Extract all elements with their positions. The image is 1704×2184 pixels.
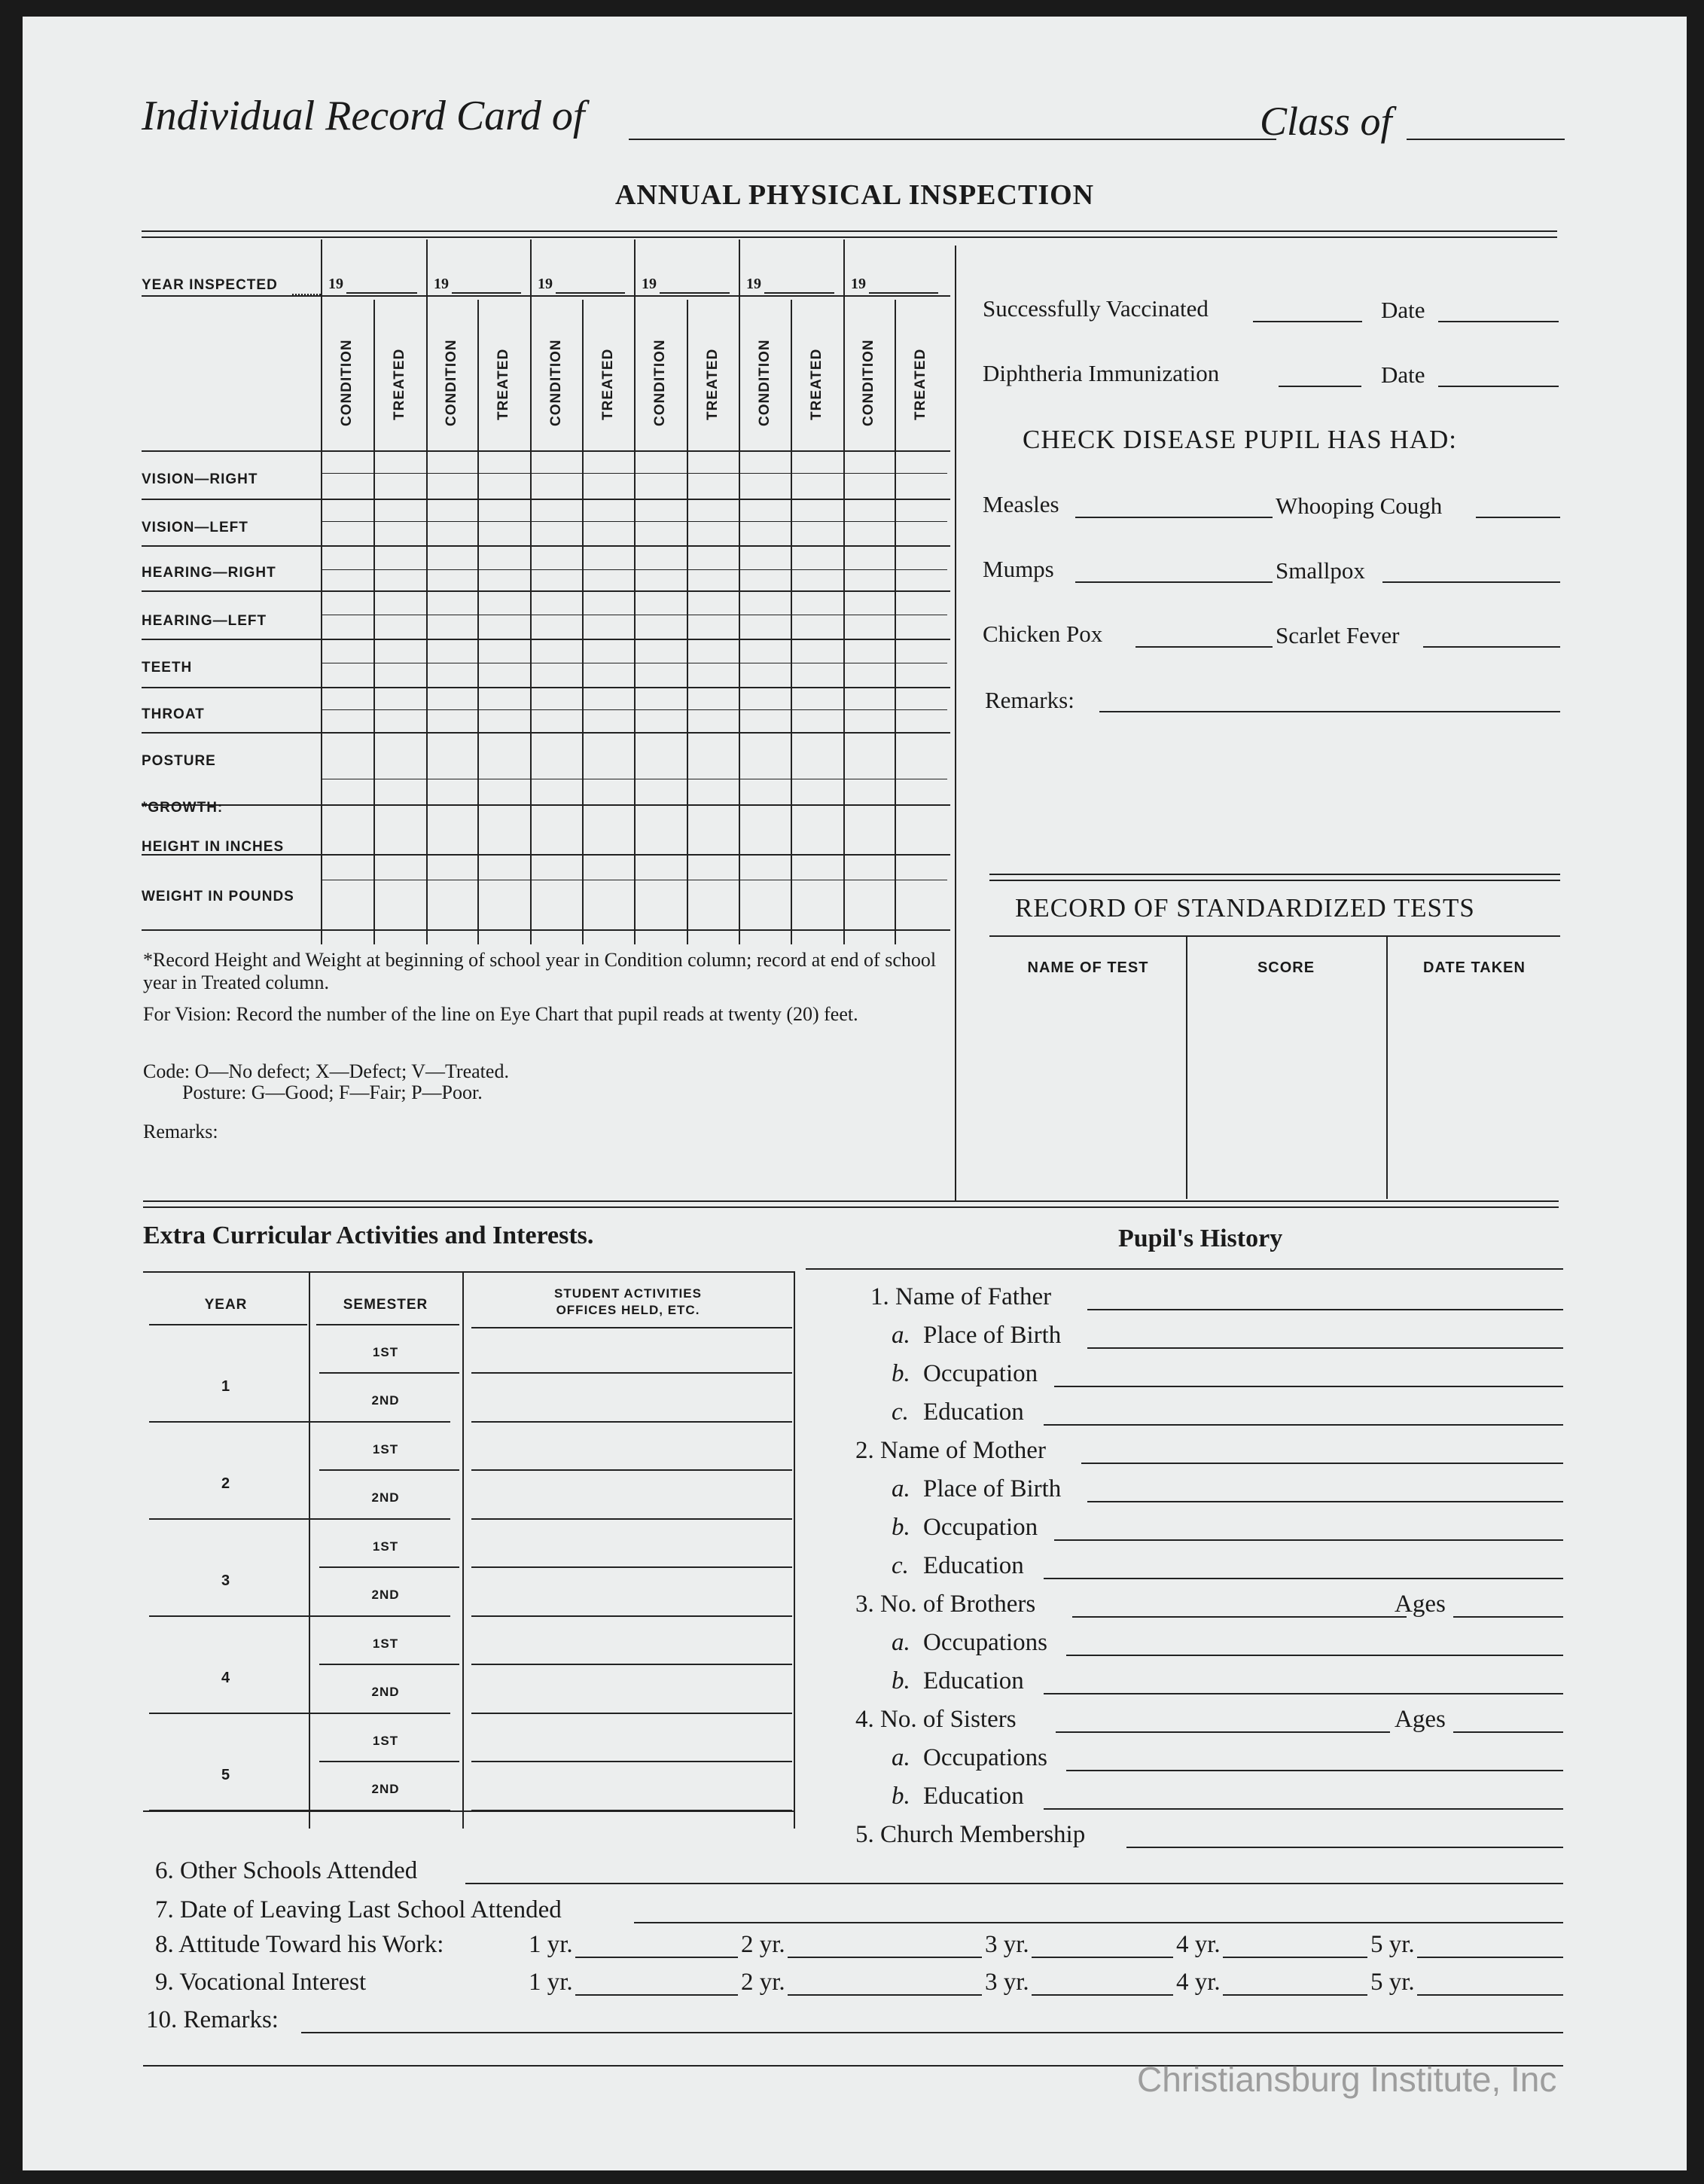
history-entry-line[interactable] [1087,1501,1563,1502]
mumps-label: Mumps [983,556,1054,582]
history-entry-line[interactable] [1087,1347,1563,1349]
condition-header: CONDITION [339,339,355,426]
code-note: Code: O—No defect; X—Defect; V—Treated. [143,1060,509,1082]
treated-header: TREATED [495,348,511,420]
history-entry-line[interactable] [1081,1463,1563,1464]
vaccinated-date-label: Date [1381,297,1425,323]
activity-entry-line[interactable] [471,1421,792,1423]
final-remarks-label: 10. Remarks: [146,2006,279,2033]
health-remarks-label: Remarks: [985,687,1075,713]
ages-entry-line[interactable] [1453,1731,1563,1733]
history-entry-line[interactable] [1044,1424,1563,1426]
activity-entry-line[interactable] [471,1469,792,1471]
diphtheria-label: Diphtheria Immunization [983,360,1220,386]
activity-entry-line[interactable] [471,1372,792,1374]
test-name-header: NAME OF TEST [1027,959,1149,976]
activity-entry-line[interactable] [471,1810,792,1811]
remarks-label: Remarks: [143,1121,218,1142]
history-item-label: Education [923,1399,1024,1426]
whooping-label: Whooping Cough [1276,493,1443,519]
condition-header: CONDITION [444,339,459,426]
year-input-line[interactable] [869,292,938,294]
history-sub-letter: a. [892,1475,910,1502]
history-entry-line[interactable] [1056,1731,1390,1733]
history-item-label: Occupation [923,1514,1038,1541]
treated-header: TREATED [809,348,825,420]
semester-1st: 1ST [372,1539,399,1554]
history-item-label: 5. Church Membership [855,1821,1086,1848]
history-item-label: Place of Birth [923,1475,1062,1502]
scarlet-line[interactable] [1423,646,1560,648]
ages-label: Ages [1395,1591,1446,1618]
history-sub-letter: a. [892,1744,910,1771]
measles-line[interactable] [1075,517,1273,518]
cell-divider [321,473,947,474]
year-number: 3 [221,1572,231,1589]
semester-header: SEMESTER [343,1297,428,1313]
rule [142,545,950,547]
test-score-header: SCORE [1257,959,1315,976]
year-entry-line[interactable] [1223,1957,1367,1958]
history-sub-letter: b. [892,1667,910,1694]
inspection-row-label: HEARING—RIGHT [142,565,276,581]
rule [530,239,532,944]
class-line[interactable] [1407,139,1565,140]
history-heading: Pupil's History [1118,1225,1283,1252]
year-input-line[interactable] [452,292,521,294]
vision-note: For Vision: Record the number of the line on Eye Chart that pupil reads at twenty (20) feet. [143,1003,858,1025]
year-inspected-label: YEAR INSPECTED [142,277,278,293]
year-entry-line[interactable] [1417,1957,1563,1958]
year-2-label: 2 yr. [741,1931,785,1958]
rule [794,1271,795,1829]
year-19-label: 19 [642,276,657,292]
history-item-label: Occupations [923,1744,1047,1771]
history-entry-line[interactable] [1066,1770,1563,1771]
year-5-label: 5 yr. [1370,1969,1415,1996]
rule [426,239,428,944]
year-number: 1 [221,1378,231,1395]
history-item-label: 3. No. of Brothers [855,1591,1036,1618]
rule [319,1761,459,1762]
vaccinated-date-line[interactable] [1438,321,1559,322]
growth-note: *Record Height and Weight at beginning of school year in Condition column; record at end of school year in Treated column. [143,949,937,993]
history-item-label: 4. No. of Sisters [855,1706,1017,1733]
class-label: Class of [1260,99,1392,144]
history-item-label: Occupation [923,1360,1038,1387]
semester-1st: 1ST [372,1345,399,1359]
rule [149,1615,450,1617]
history-entry-line[interactable] [1054,1386,1563,1387]
rule [895,300,896,944]
treated-header: TREATED [704,348,721,420]
year-header: YEAR [204,1297,248,1313]
rule [142,639,950,640]
treated-header: TREATED [599,348,616,420]
inspection-row-label: VISION—LEFT [142,520,248,535]
year-19-label: 19 [746,276,761,292]
diphtheria-date-line[interactable] [1438,386,1559,387]
tests-heading: RECORD OF STANDARDIZED TESTS [1015,893,1475,923]
condition-header: CONDITION [652,339,668,426]
year-entry-line[interactable] [575,1994,738,1996]
year-number: 2 [221,1475,231,1492]
ages-label: Ages [1395,1706,1446,1733]
scarlet-label: Scarlet Fever [1276,622,1400,648]
inspection-row-label: VISION—RIGHT [142,471,258,487]
history-entry-line[interactable] [1044,1693,1563,1694]
year-4-label: 4 yr. [1176,1969,1221,1996]
year-entry-line[interactable] [1223,1994,1367,1996]
year-entry-line[interactable] [575,1957,738,1958]
rule [142,590,950,592]
history-item-label: Education [923,1783,1024,1810]
year-input-line[interactable] [346,292,417,294]
rule [582,300,584,944]
year-3-label: 3 yr. [985,1931,1029,1958]
test-date-header: DATE TAKEN [1423,959,1526,976]
history-item-label: Occupations [923,1629,1047,1656]
history-item-label: Place of Birth [923,1322,1062,1349]
rule [319,1566,459,1568]
final-remarks-line[interactable] [301,2032,1563,2033]
history-entry-line[interactable] [1087,1309,1563,1310]
year-entry-line[interactable] [1032,1994,1173,1996]
rule [142,450,950,452]
date-leaving-line[interactable] [634,1922,1563,1923]
rule [142,687,950,688]
year-input-line[interactable] [556,292,625,294]
activity-entry-line[interactable] [471,1761,792,1762]
semester-1st: 1ST [372,1734,399,1748]
vocational-label: 9. Vocational Interest [155,1969,367,1996]
chickenpox-line[interactable] [1135,646,1273,648]
semester-1st: 1ST [372,1636,399,1651]
smallpox-line[interactable] [1382,581,1560,583]
cell-divider [321,569,947,570]
year-4-label: 4 yr. [1176,1931,1221,1958]
history-sub-letter: c. [892,1399,909,1426]
year-19-label: 19 [434,276,449,292]
disease-heading: CHECK DISEASE PUPIL HAS HAD: [1023,425,1458,454]
watermark: Christiansburg Institute, Inc [1137,2060,1557,2099]
chickenpox-label: Chicken Pox [983,621,1103,647]
posture-note: Posture: G—Good; F—Fair; P—Poor. [182,1081,483,1103]
year-entry-line[interactable] [1417,1994,1563,1996]
weight-label: WEIGHT IN POUNDS [142,889,294,904]
cell-divider [321,709,947,710]
rule [319,1469,459,1471]
year-input-line[interactable] [660,292,730,294]
diphtheria-date-label: Date [1381,361,1425,388]
measles-label: Measles [983,491,1059,517]
condition-header: CONDITION [756,339,773,426]
activity-entry-line[interactable] [471,1566,792,1568]
mumps-line[interactable] [1075,581,1273,583]
year-2-label: 2 yr. [741,1969,785,1996]
treated-header: TREATED [913,348,928,420]
activity-entry-line[interactable] [471,1713,792,1714]
rule [149,1421,450,1423]
year-entry-line[interactable] [1032,1957,1173,1958]
history-entry-line[interactable] [1072,1616,1407,1618]
rule [462,1271,464,1829]
history-sub-letter: a. [892,1629,910,1656]
treated-header: TREATED [392,348,407,420]
history-sub-letter: c. [892,1552,909,1579]
rule [142,295,950,297]
height-label: HEIGHT IN INCHES [142,839,285,855]
history-item-label: 1. Name of Father [870,1283,1052,1310]
rule [143,1271,795,1273]
inspection-row-label: HEARING—LEFT [142,613,267,629]
semester-2nd: 2ND [371,1393,400,1408]
attitude-label: 8. Attitude Toward his Work: [155,1931,444,1958]
activities-header: OFFICES HELD, ETC. [556,1303,700,1317]
history-sub-letter: b. [892,1783,910,1810]
history-entry-line[interactable] [1054,1539,1563,1541]
column-divider [955,246,956,1200]
inspection-row-label: THROAT [142,706,205,722]
name-line[interactable] [629,139,1276,140]
rule [319,1664,459,1665]
health-remarks-line[interactable] [1099,711,1560,712]
rule [471,1327,792,1328]
history-item-label: 2. Name of Mother [855,1437,1046,1464]
rule [791,300,792,944]
year-3-label: 3 yr. [985,1969,1029,1996]
activity-entry-line[interactable] [471,1518,792,1520]
rule [149,1713,450,1714]
rule [149,1518,450,1520]
semester-2nd: 2ND [371,1490,400,1505]
growth-label: *GROWTH: [142,800,224,816]
whooping-line[interactable] [1476,517,1560,518]
date-leaving-label: 7. Date of Leaving Last School Attended [155,1896,562,1923]
history-entry-line[interactable] [1044,1808,1563,1810]
rule [149,1810,450,1811]
year-19-label: 19 [328,276,343,292]
condition-header: CONDITION [547,339,564,426]
rule [739,239,740,944]
rule [316,1324,459,1325]
semester-2nd: 2ND [371,1782,400,1796]
activities-heading: Extra Curricular Activities and Interests. [143,1222,594,1249]
activity-entry-line[interactable] [471,1664,792,1665]
activities-header: STUDENT ACTIVITIES [554,1286,702,1301]
year-input-line[interactable] [764,292,834,294]
year-number: 5 [221,1767,231,1783]
year-5-label: 5 yr. [1370,1931,1415,1958]
cell-divider [321,521,947,522]
history-sub-letter: a. [892,1322,910,1349]
condition-header: CONDITION [861,339,876,426]
ages-entry-line[interactable] [1453,1616,1563,1618]
year-number: 4 [221,1670,231,1686]
rule [477,300,479,944]
history-entry-line[interactable] [1066,1655,1563,1656]
rule [634,239,636,944]
rule [142,732,950,734]
year-entry-line[interactable] [788,1994,982,1996]
history-entry-line[interactable] [1044,1578,1563,1579]
activity-entry-line[interactable] [471,1615,792,1617]
inspection-row-label: TEETH [142,660,193,676]
rule [142,929,950,931]
year-19-label: 19 [538,276,553,292]
rule [373,300,375,944]
history-item-label: Education [923,1552,1024,1579]
section-title: ANNUAL PHYSICAL INSPECTION [614,179,1095,211]
semester-2nd: 2ND [371,1685,400,1699]
year-1-label: 1 yr. [529,1931,573,1958]
other-schools-label: 6. Other Schools Attended [155,1857,418,1884]
vaccinated-label: Successfully Vaccinated [983,295,1209,322]
history-sub-letter: b. [892,1514,910,1541]
record-card [23,17,1687,2170]
smallpox-label: Smallpox [1276,557,1365,584]
year-entry-line[interactable] [788,1957,982,1958]
semester-1st: 1ST [372,1442,399,1457]
rule [142,499,950,500]
semester-2nd: 2ND [371,1588,400,1602]
inspection-row-label: POSTURE [142,753,216,769]
card-title: Individual Record Card of [142,93,585,139]
rule [843,239,845,944]
history-item-label: Education [923,1667,1024,1694]
rule [321,239,322,944]
rule [319,1372,459,1374]
rule [149,1324,307,1325]
history-entry-line[interactable] [1126,1847,1563,1848]
rule [687,300,688,944]
year-19-label: 19 [851,276,866,292]
history-sub-letter: b. [892,1360,910,1387]
year-1-label: 1 yr. [529,1969,573,1996]
rule [142,804,950,806]
other-schools-line[interactable] [465,1883,1563,1884]
